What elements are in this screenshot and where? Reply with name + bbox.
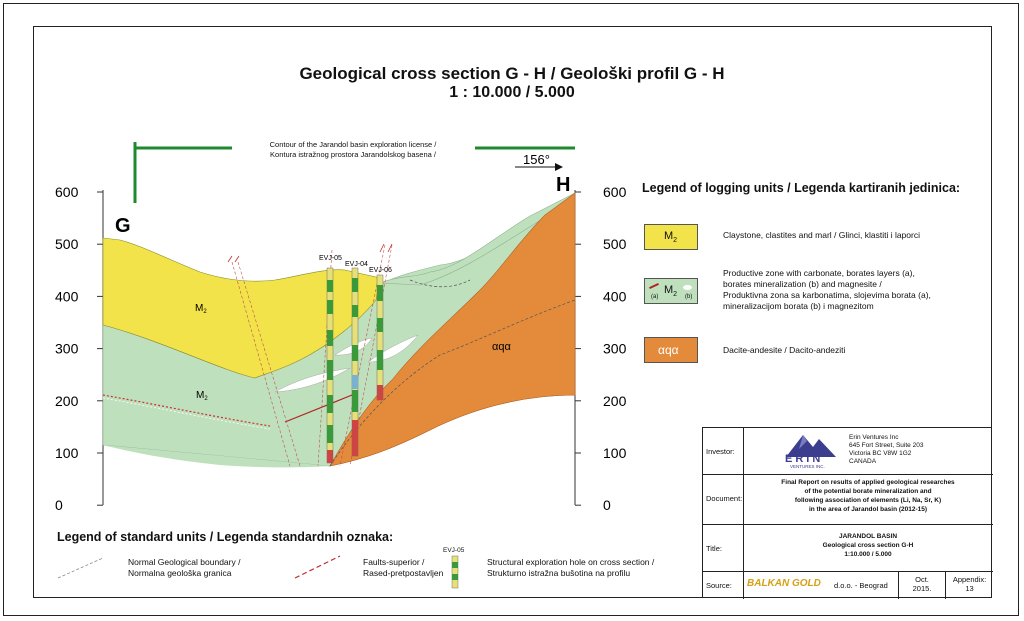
axis-tick-label: 200 bbox=[55, 392, 79, 409]
source-rest: d.o.o. - Beograd bbox=[834, 581, 888, 590]
std-legend-hole-label: EVJ-05 bbox=[443, 547, 465, 554]
source-label: Source: bbox=[706, 581, 732, 590]
axis-tick-label: 300 bbox=[55, 340, 79, 357]
legend-swatch-dacite: αqα bbox=[644, 337, 698, 363]
axis-tick-label: 100 bbox=[603, 445, 627, 461]
title-label: Title: bbox=[706, 544, 722, 553]
investor-label: Investor: bbox=[706, 447, 735, 456]
legend-text-claystone: Claystone, clastites and marl / Glinci, klastiti i laporci bbox=[723, 230, 920, 240]
date: Oct. 2015. bbox=[912, 575, 932, 593]
axis-tick-label: 0 bbox=[55, 497, 63, 514]
logging-legend-title: Legend of logging units / Legenda kartiranih jedinica: bbox=[642, 181, 961, 195]
title-block bbox=[702, 427, 992, 598]
appendix: Appendix: 13 bbox=[952, 575, 987, 593]
std-legend-boundary-text: Normal Geological boundary / Normalna geološka granica bbox=[128, 557, 241, 578]
azimuth-label: 156° bbox=[523, 152, 550, 167]
borehole-label: EVJ-04 bbox=[345, 261, 368, 268]
axis-tick-label: 0 bbox=[603, 497, 611, 514]
scale-title: 1 : 10.000 / 5.000 bbox=[449, 84, 575, 101]
unit-label-dacite: αqα bbox=[492, 341, 511, 353]
contour-label-line: Kontura istražnog prostora Jarandolskog basena / bbox=[270, 150, 436, 159]
section-end-label: H bbox=[556, 174, 571, 196]
unit-label-m2-middle: $M_2$ bbox=[196, 390, 208, 402]
axis-tick-label: 100 bbox=[55, 445, 79, 461]
std-legend-fault-text: Faults-superior / Rased-pretpostavljen bbox=[363, 557, 444, 578]
axis-tick-label: 300 bbox=[603, 340, 627, 357]
page-title: Geological cross section G - H / Geološki profil G - H bbox=[299, 64, 725, 83]
erin-logo: ERIN VENTURES INC. bbox=[781, 431, 841, 471]
standard-legend-title: Legend of standard units / Legenda standardnih oznaka: bbox=[57, 530, 394, 544]
document-text: Final Report on results of applied geological researches of the potential borate mineralization and following association of elements (Li, Na, Sr, K) in the area of Jarandol basin (2012-15) bbox=[781, 479, 955, 513]
legend-swatch-productive-zone: $M_2$ (a) (b) bbox=[644, 278, 698, 304]
axis-tick-label: 400 bbox=[603, 288, 627, 305]
borehole-label: EVJ-05 bbox=[319, 255, 342, 262]
axis-tick-label: 500 bbox=[603, 236, 627, 253]
contour-label-line: Contour of the Jarandol basin exploration license / bbox=[269, 140, 437, 149]
borehole-label: EVJ-06 bbox=[369, 267, 392, 274]
legend-text-dacite: Dacite-andesite / Dacito-andeziti bbox=[723, 345, 846, 355]
source-company: BALKAN GOLD bbox=[747, 578, 821, 589]
unit-label-m2-upper: $M_2$ bbox=[195, 303, 207, 315]
axis-tick-label: 600 bbox=[603, 184, 627, 200]
drawing-title-text: JARANDOL BASIN Geological cross section G-H 1:10.000 / 5.000 bbox=[822, 533, 914, 558]
section-start-label: G bbox=[115, 215, 131, 237]
axis-tick-label: 400 bbox=[55, 288, 79, 305]
legend-text-productive-zone: Productive zone with carbonate, borates layers (a), borates mineralization (b) and magnesite / Produktivna zona sa karbonatima, slojevima borata (a), mineralizacijom borata (b) i magnezitom bbox=[723, 268, 931, 311]
axis-tick-label: 200 bbox=[603, 392, 627, 409]
legend-swatch-claystone: $M_2$ bbox=[644, 224, 698, 250]
document-label: Document: bbox=[706, 494, 743, 503]
axis-tick-label: 500 bbox=[55, 236, 79, 253]
investor-address: Erin Ventures Inc 645 Fort Street, Suite 203 Victoria BC V8W 1G2 CANADA bbox=[849, 434, 924, 465]
axis-tick-label: 600 bbox=[55, 184, 79, 200]
std-legend-hole-text: Structural exploration hole on cross section / Strukturno istražna bušotina na profilu bbox=[487, 557, 655, 578]
